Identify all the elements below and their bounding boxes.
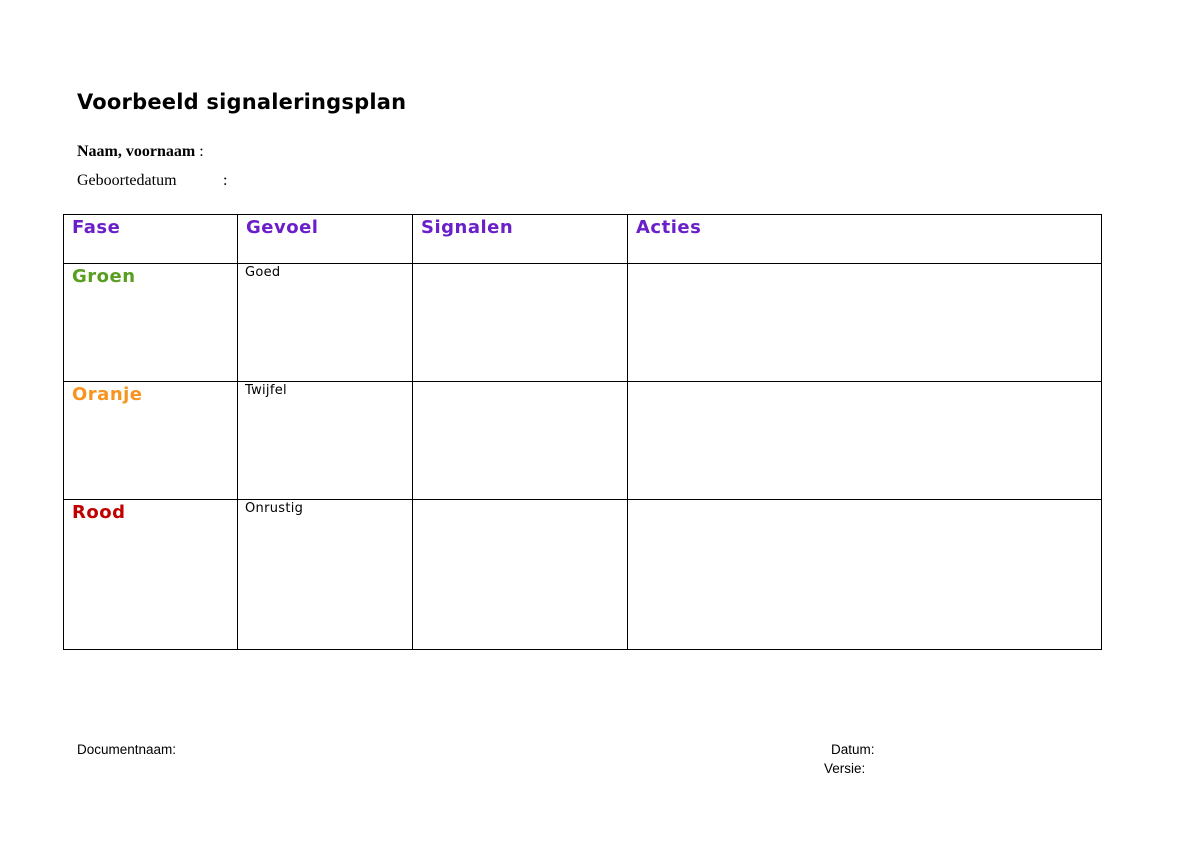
cell-fase-groen	[64, 264, 238, 382]
cell-gevoel-oranje	[238, 382, 413, 499]
cell-fase-oranje	[64, 382, 238, 499]
page-title: Voorbeeld signaleringsplan	[77, 90, 407, 114]
phase-oranje: Oranje	[72, 384, 143, 406]
cell-gevoel-rood	[238, 499, 413, 649]
cell-acties-oranje[interactable]	[628, 382, 1102, 499]
header-cell-fase	[64, 215, 238, 264]
feeling-twijfel: Twijfel	[245, 383, 287, 399]
header-gevoel: Gevoel	[246, 217, 319, 238]
birthdate-label: Geboortedatum	[77, 172, 177, 189]
table-row-rood	[64, 499, 1102, 649]
cell-acties-rood[interactable]	[628, 499, 1102, 649]
name-colon: :	[199, 143, 204, 160]
cell-signalen-rood[interactable]	[413, 499, 628, 649]
cell-acties-groen[interactable]	[628, 264, 1102, 382]
footer-date: Datum:	[831, 742, 875, 757]
cell-gevoel-groen	[238, 264, 413, 382]
birthdate-field	[77, 172, 227, 190]
cell-signalen-oranje[interactable]	[413, 382, 628, 499]
header-cell-acties	[628, 215, 1102, 264]
name-label: Naam, voornaam	[77, 143, 196, 160]
header-cell-signalen	[413, 215, 628, 264]
footer-version: Versie:	[824, 761, 866, 776]
name-field	[77, 143, 204, 161]
feeling-goed: Goed	[245, 265, 281, 281]
table-row-oranje	[64, 382, 1102, 499]
header-acties: Acties	[636, 217, 702, 238]
header-signalen: Signalen	[421, 217, 514, 238]
birthdate-colon: :	[223, 172, 228, 189]
footer-document-name: Documentnaam:	[77, 742, 177, 757]
header-fase: Fase	[72, 217, 121, 238]
phase-groen: Groen	[72, 266, 136, 288]
cell-fase-rood	[64, 499, 238, 649]
phase-rood: Rood	[72, 501, 126, 523]
feeling-onrustig: Onrustig	[245, 500, 304, 516]
table-row-groen	[64, 264, 1102, 382]
signaling-plan-table	[63, 214, 1102, 650]
table-header-row	[64, 215, 1102, 264]
cell-signalen-groen[interactable]	[413, 264, 628, 382]
header-cell-gevoel	[238, 215, 413, 264]
